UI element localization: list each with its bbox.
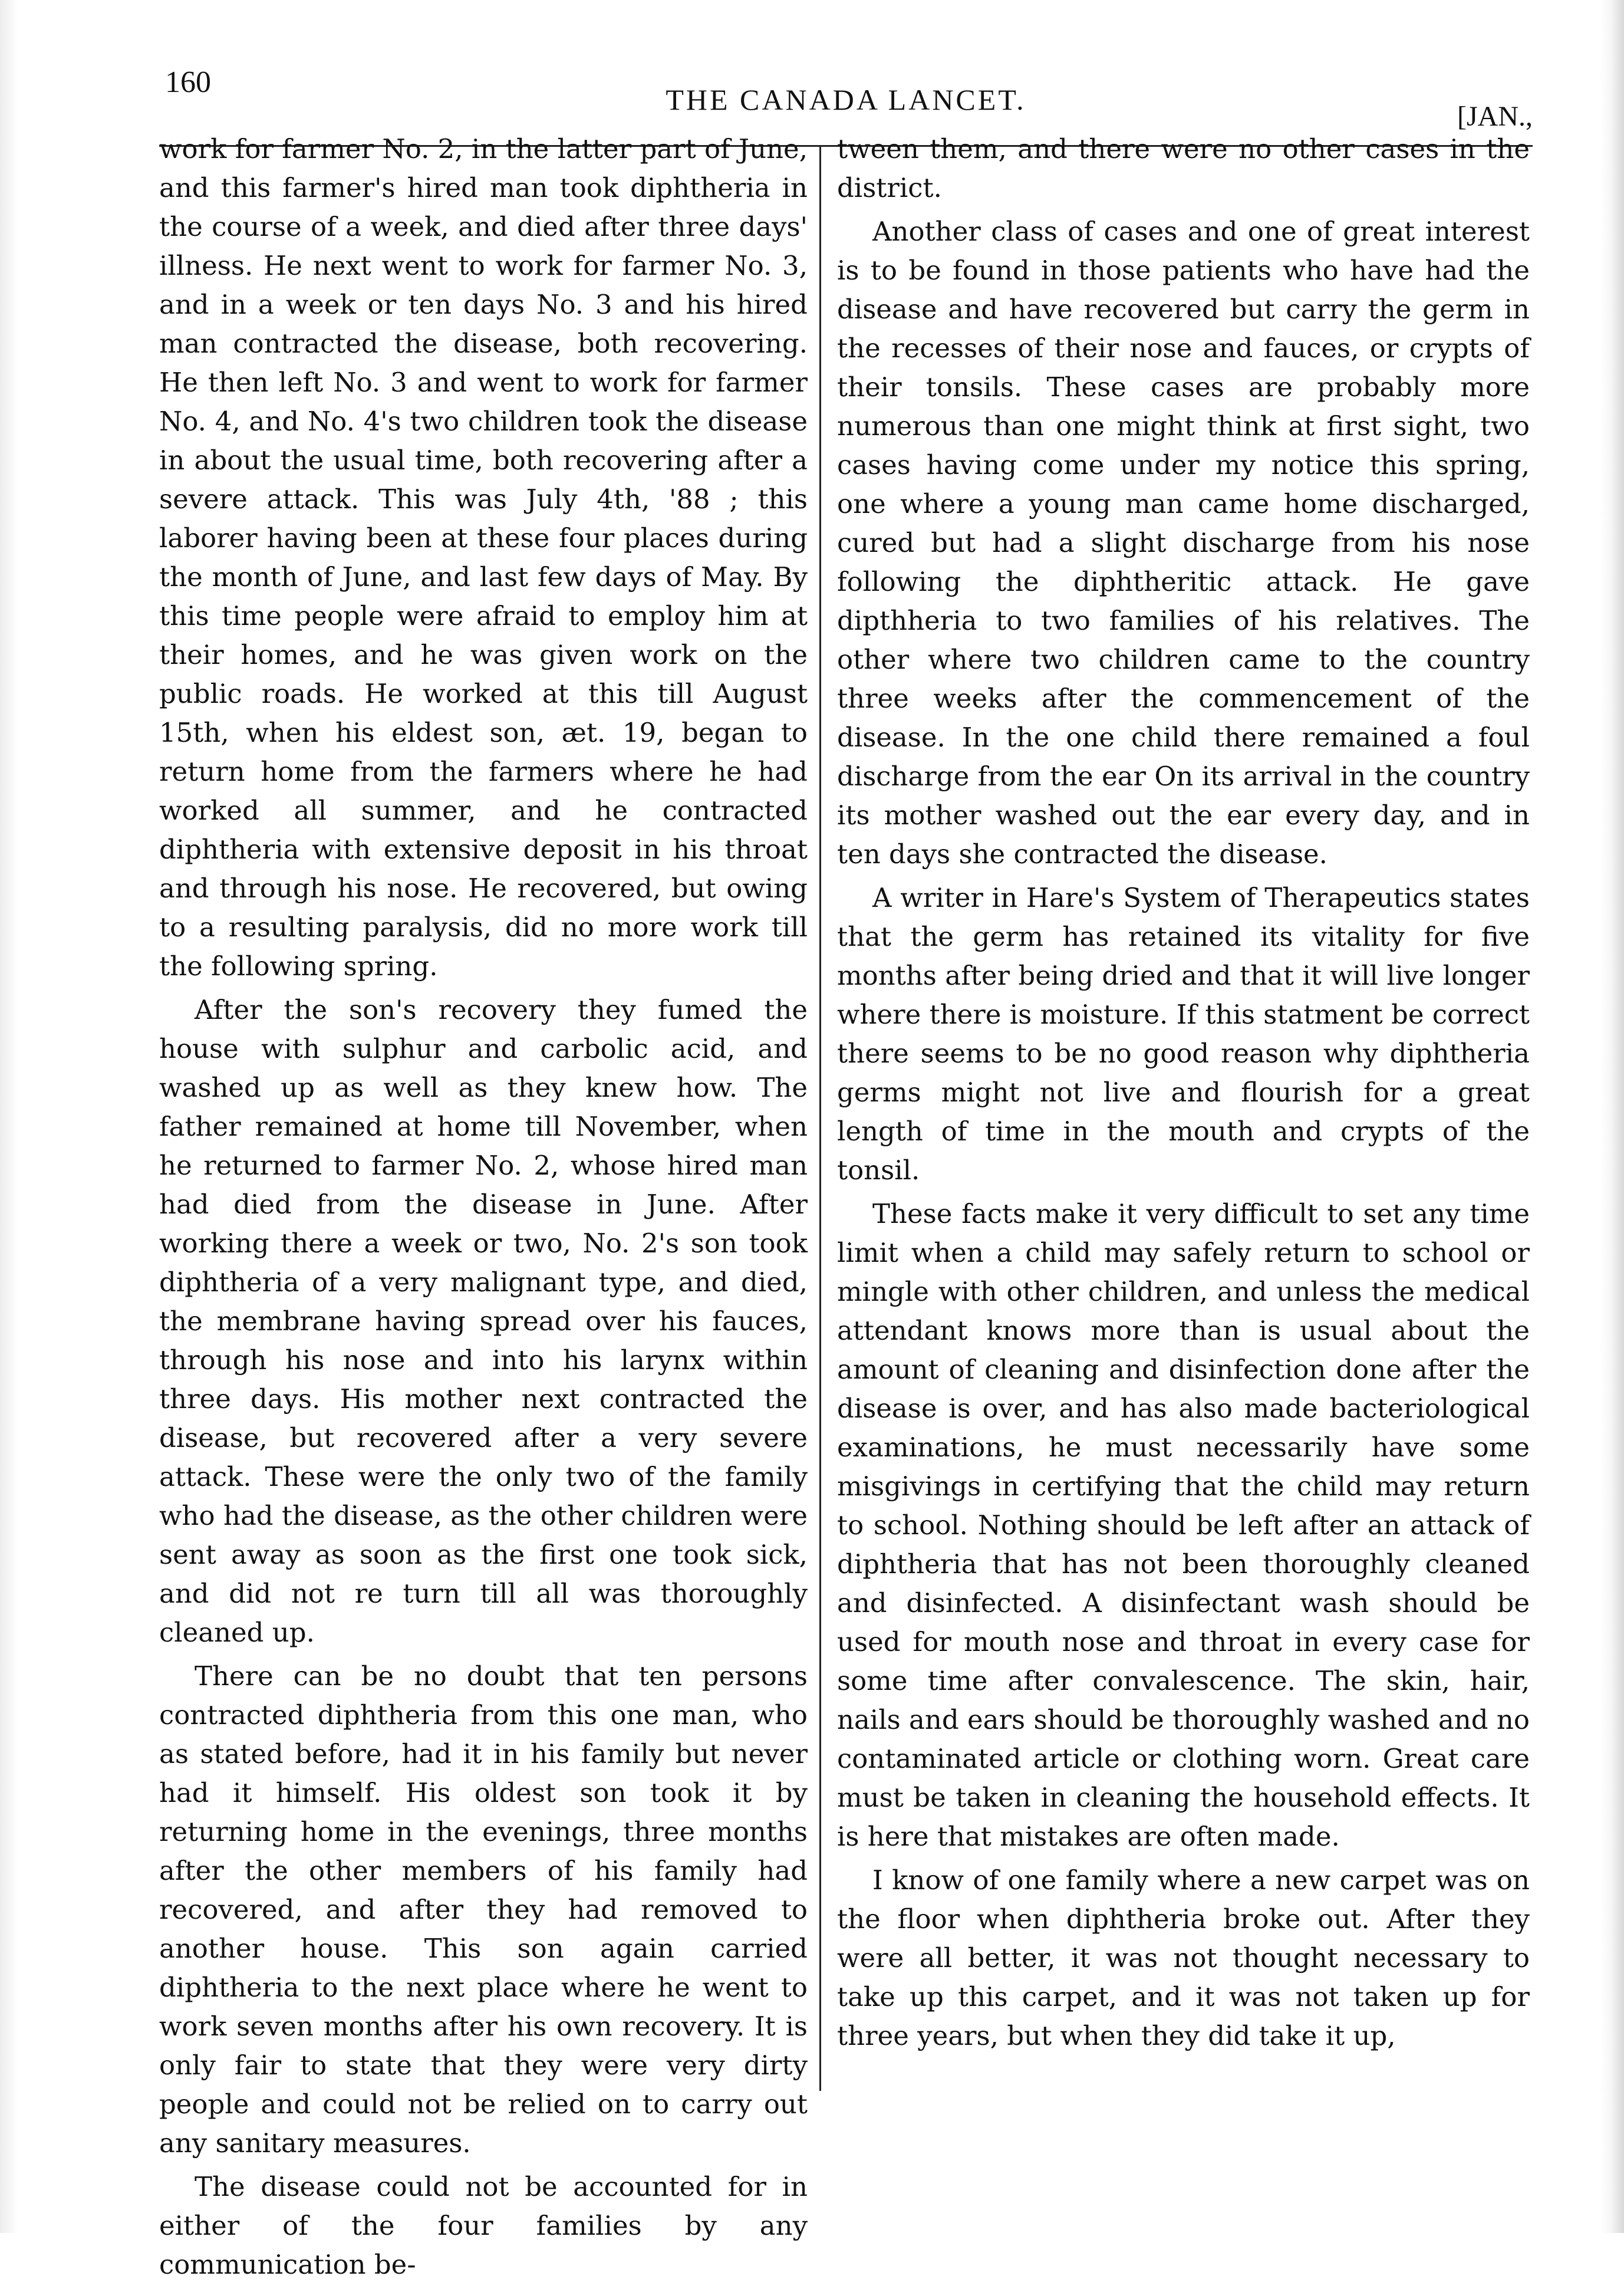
paragraph: Another class of cases and one of great interest is to be found in those patients who have had the disease and have recovered but carry the germ in the recesses of their nose and fauces, or crypts of their tonsils. These cases are probably more numerous than one might think at first sight, two cases having come under my notice this spring, one where a young man came home discharged, cured but had a slight discharge from his nose following the diphtheritic attack. He gave dipthheria to two families of his relatives. The other where two children came to the country three weeks after the commencement of the disease. In the one child there remained a foul discharge from the ear On its arrival in the country its mother washed out the ear every day, and in ten days she contracted the disease. bbox=[837, 216, 1530, 870]
paragraph: I know of one family where a new carpet was on the floor when diphtheria broke out. After they were all better, it was not thought necessary to take up this carpet, and it was not taken up for three years, but when they did take it up, bbox=[837, 1864, 1530, 2051]
paragraph: A writer in Hare's System of Therapeutics states that the germ has retained its vitality for five months after being dried and that it will live longer where there is moisture. If this statment be correct there seems to be no good reason why diphtheria germs might not live and flourish for a great length of time in the mouth and crypts of the tonsil. bbox=[837, 882, 1530, 1186]
issue-month: [JAN., bbox=[1457, 101, 1533, 132]
paragraph: There can be no doubt that ten persons contracted diphtheria from this one man, who as stated before, had it in his family but never had it himself. His oldest son took it by returning home in the evenings, three months after the other members of his family had recovered, and after they had removed to another house. This son again carried diphtheria to the next place where he went to work seven months after his own recovery. It is only fair to state that they were very dirty people and could not be relied on to carry out any sanitary measures. bbox=[159, 1660, 808, 2159]
journal-title: THE CANADA LANCET. bbox=[666, 83, 1026, 116]
running-header bbox=[159, 65, 1533, 130]
right-column bbox=[837, 130, 1530, 2060]
column-divider bbox=[819, 145, 821, 2091]
scan-shadow-right bbox=[1600, 0, 1624, 2233]
paragraph: tween them, and there were no other cases in the district. bbox=[837, 133, 1530, 203]
page-number: 160 bbox=[165, 65, 211, 99]
left-column bbox=[159, 130, 808, 2289]
paragraph: After the son's recovery they fumed the house with sulphur and carbolic acid, and washed up as well as they knew how. The father remained at home till November, when he returned to farmer No. 2, whose hired man had died from the disease in June. After working there a week or two, No. 2's son took diphtheria of a very malignant type, and died, the membrane having spread over his fauces, through his nose and into his larynx within three days. His mother next contracted the disease, but recovered after a very severe attack. These were the only two of the family who had the disease, as the other children were sent away as soon as the first one took sick, and did not re turn till all was thoroughly cleaned up. bbox=[159, 994, 808, 1648]
paragraph: These facts make it very difficult to set any time limit when a child may safely return to school or mingle with other children, and unless the medical attendant knows more than is usual about the amount of cleaning and disinfection done after the disease is over, and has also made bacteriological examinations, he must necessarily have some misgivings in certifying that the child may return to school. Nothing should be left after an attack of diphtheria that has not been thoroughly cleaned and disinfected. A disinfectant wash should be used for mouth nose and throat in every case for some time after convalescence. The skin, hair, nails and ears should be thoroughly washed and no contaminated article or clothing worn. Great care must be taken in cleaning the household effects. It is here that mistakes are often made. bbox=[837, 1198, 1530, 1852]
scan-shadow-left bbox=[0, 0, 18, 2233]
paragraph: work for farmer No. 2, in the latter part of June, and this farmer's hired man took diphtheria in the course of a week, and died after three days' illness. He next went to work for farmer No. 3, and in a week or ten days No. 3 and his hired man contracted the disease, both recovering. He then left No. 3 and went to work for farmer No. 4, and No. 4's two children took the disease in about the usual time, both recovering after a severe attack. This was July 4th, '88 ; this laborer having been at these four places during the month of June, and last few days of May. By this time people were afraid to employ him at their homes, and he was given work on the public roads. He worked at this till August 15th, when his eldest son, æt. 19, began to return home from the farmers where he had worked all summer, and he contracted diphtheria with extensive deposit in his throat and through his nose. He recovered, but owing to a resulting paralysis, did no more work till the following spring. bbox=[159, 133, 808, 982]
paragraph: The disease could not be accounted for in either of the four families by any communication be- bbox=[159, 2171, 808, 2280]
